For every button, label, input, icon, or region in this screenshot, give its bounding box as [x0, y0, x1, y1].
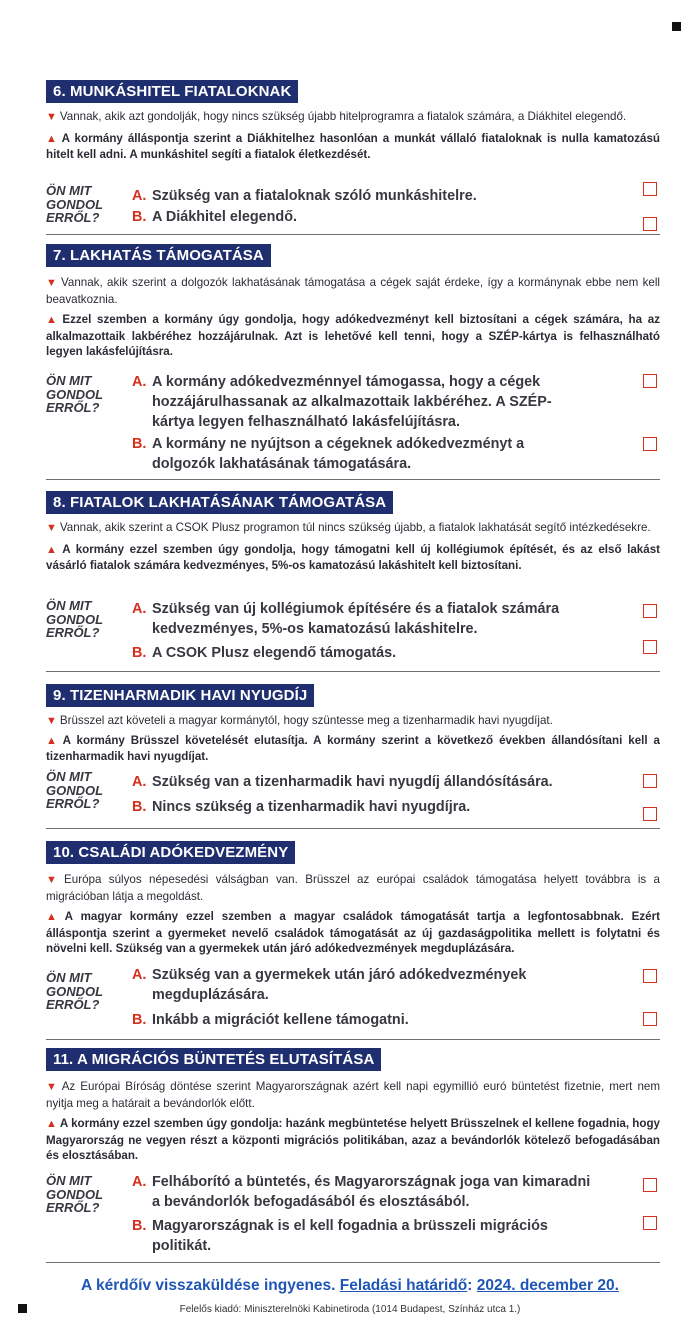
government-view: ▲ Ezzel szemben a kormány úgy gondolja, hogy adókedvezményt kell biztosítani a cégek számára, ha az alkalmazottaik lakbéréhez hozzájárulnak. Azt is lehetővé kell tenni, hogy a SZÉP-kártya is felhasználható legyen lakásfelújításra.: [46, 313, 661, 358]
triangle-down-icon: ▼: [46, 522, 57, 534]
answer-a: A. Szükség van a gyermekek után járó adókedvezmények megduplázására.: [132, 967, 527, 1003]
checkbox-answer-a[interactable]: [643, 774, 657, 788]
triangle-up-icon: ▲: [46, 132, 59, 145]
deadline-label: Feladási határidő: [339, 1277, 468, 1294]
checkbox-answer-a[interactable]: [643, 374, 657, 388]
answer-a: A. Szükség van a tizenharmadik havi nyugdíj állandósítására.: [132, 774, 553, 790]
opposing-view: ▼ Európa súlyos népesedési válságban van. Brüsszel az európai családok támogatása helyett továbbra is a migrációban látja a megoldást.: [46, 873, 661, 903]
answer-b: B. A kormány ne nyújtson a cégeknek adókedvezményt a dolgozók lakhatásának támogatására.: [132, 436, 525, 472]
checkbox-answer-b[interactable]: [643, 1012, 657, 1026]
opposing-view: ▼ Vannak, akik azt gondolják, hogy nincs szükség újabb hitelprogramra a fiatalok számára, a Diákhitel elegendő.: [46, 110, 627, 123]
answer-b: B. A Diákhitel elegendő.: [132, 209, 298, 225]
checkbox-answer-a[interactable]: [643, 1178, 657, 1192]
answer-b: B. A CSOK Plusz elegendő támogatás.: [132, 645, 397, 661]
question-7: [46, 244, 661, 472]
checkbox-answer-b[interactable]: [643, 217, 657, 231]
return-deadline-notice: A kérdőív visszaküldése ingyenes. Feladási határidő: 2024. december 20.: [81, 1277, 619, 1294]
triangle-down-icon: ▼: [46, 111, 57, 123]
section-divider: [46, 479, 660, 480]
government-view: ▲ A kormány ezzel szemben úgy gondolja, hogy támogatni kell új kollégiumok építését, és az első lakást vásárló fiatalok számára kedvezményes, 5%-os kamatozású lakáshitelt kell biztosítani.: [46, 542, 660, 572]
triangle-up-icon: ▲: [46, 314, 60, 326]
registration-mark-top-right: [672, 22, 681, 31]
triangle-up-icon: ▲: [46, 734, 60, 747]
checkbox-answer-b[interactable]: [643, 640, 657, 654]
section-title: 6. MUNKÁSHITEL FIATALOKNAK: [46, 80, 298, 103]
section-title: 10. CSALÁDI ADÓKEDVEZMÉNY: [46, 841, 295, 864]
triangle-down-icon: ▼: [46, 277, 59, 289]
government-view: ▲ A magyar kormány ezzel szemben a magyar családok támogatását tartja a legfontosabbnak. Ezért álláspontja szerint a gyermeket nevelő családok támogatását az új gazdaságpolitika mellett is folytatni és növelni kell. Szükség van a gyermekek után járó adókedvezmények megduplázására.: [46, 910, 661, 955]
checkbox-answer-a[interactable]: [643, 969, 657, 983]
answer-b: B. Inkább a migrációt kellene támogatni.: [132, 1012, 409, 1028]
question-prompt: ÖN MIT GONDOL ERRŐL?: [46, 183, 104, 225]
answer-a: A. Szükség van új kollégiumok építésére és a fiatalok számára kedvezményes, 5%-os kamatozású lakáshitelre.: [132, 601, 560, 637]
section-title: 11. A MIGRÁCIÓS BÜNTETÉS ELUTASÍTÁSA: [46, 1048, 381, 1071]
checkbox-answer-a[interactable]: [643, 182, 657, 196]
triangle-down-icon: ▼: [46, 715, 57, 727]
government-view: ▲ A kormány álláspontja szerint a Diákhitelhez hasonlóan a munkát vállaló fiataloknak is nulla kamatozású hitelt kell adni. A munkáshitel segíti a fiatalok életkezdését.: [46, 131, 660, 161]
question-9: [46, 684, 660, 815]
triangle-up-icon: ▲: [46, 543, 60, 556]
opposing-view: ▼ Vannak, akik szerint a CSOK Plusz programon túl nincs szükség újabb, a fiatalok lakhatását segítő intézkedésekre.: [46, 521, 651, 534]
section-title: 8. FIATALOK LAKHATÁSÁNAK TÁMOGATÁSA: [46, 491, 393, 514]
question-6: [46, 80, 660, 225]
government-view: ▲ A kormány Brüsszel követelését elutasítja. A kormány szerint a következő években állandósítani kell a tizenharmadik havi nyugdíjat.: [46, 733, 660, 763]
opposing-view: ▼ Az Európai Bíróság döntése szerint Magyarországnak azért kell napi egymillió euró büntetést fizetnie, mert nem nyitja meg a határait a bevándorlók előtt.: [46, 1080, 660, 1110]
answer-a: A. A kormány adókedvezménnyel támogassa, hogy a cégek hozzájárulhassanak az alkalmazottaik lakbéréhez. A SZÉP-kártya legyen felhasználható lakásfelújításra.: [132, 374, 552, 430]
section-title: 7. LAKHATÁS TÁMOGATÁSA: [46, 244, 271, 267]
section-divider: [46, 671, 660, 672]
question-prompt: ÖN MIT GONDOL ERRŐL?: [46, 1173, 104, 1215]
opposing-view: ▼ Vannak, akik szerint a dolgozók lakhatásának támogatása a cégek saját érdeke, így a kormánynak ebbe nem kell beavatkoznia.: [46, 276, 660, 306]
question-11: [46, 1048, 661, 1254]
triangle-down-icon: ▼: [46, 1081, 59, 1093]
question-prompt: ÖN MIT GONDOL ERRŐL?: [46, 970, 104, 1012]
answer-a: A. Szükség van a fiataloknak szóló munkáshitelre.: [132, 188, 477, 204]
opposing-view: ▼ Brüsszel azt követeli a magyar kormánytól, hogy szüntesse meg a tizenharmadik havi nyugdíjat.: [46, 714, 553, 727]
answer-b: B. Magyarországnak is el kell fogadnia a brüsszeli migrációs politikát.: [132, 1218, 548, 1254]
triangle-down-icon: ▼: [46, 874, 62, 886]
checkbox-answer-b[interactable]: [643, 807, 657, 821]
triangle-up-icon: ▲: [46, 911, 62, 923]
deadline-date: 2024. december 20.: [476, 1277, 619, 1294]
section-divider: [46, 828, 660, 829]
question-prompt: ÖN MIT GONDOL ERRŐL?: [46, 598, 104, 640]
answer-b: B. Nincs szükség a tizenharmadik havi nyugdíjra.: [132, 799, 471, 815]
question-10: [46, 841, 661, 1028]
section-divider: [46, 1262, 660, 1263]
government-view: ▲ A kormány ezzel szemben úgy gondolja: hazánk megbüntetése helyett Brüsszelnek el kellene fogadnia, hogy Magyarország ne vegyen részt a központi migrációs politikában, azaz a bevándorlók kötelező befogadásában és elosztásában.: [46, 1117, 661, 1162]
checkbox-answer-a[interactable]: [643, 604, 657, 618]
triangle-up-icon: ▲: [46, 1118, 57, 1130]
section-divider: [46, 234, 660, 235]
publisher-imprint: Felelős kiadó: Miniszterelnöki Kabinetiroda (1014 Budapest, Színház utca 1.): [179, 1304, 521, 1315]
question-8: [46, 491, 660, 661]
checkbox-answer-b[interactable]: [643, 437, 657, 451]
question-prompt: ÖN MIT GONDOL ERRŐL?: [46, 373, 104, 415]
question-prompt: ÖN MIT GONDOL ERRŐL?: [46, 769, 104, 811]
answer-a: A. Felháborító a büntetés, és Magyarországnak joga van kimaradni a bevándorlók befogadásából és elosztásából.: [132, 1174, 591, 1210]
section-divider: [46, 1039, 660, 1040]
section-title: 9. TIZENHARMADIK HAVI NYUGDÍJ: [46, 684, 314, 707]
checkbox-answer-b[interactable]: [643, 1216, 657, 1230]
